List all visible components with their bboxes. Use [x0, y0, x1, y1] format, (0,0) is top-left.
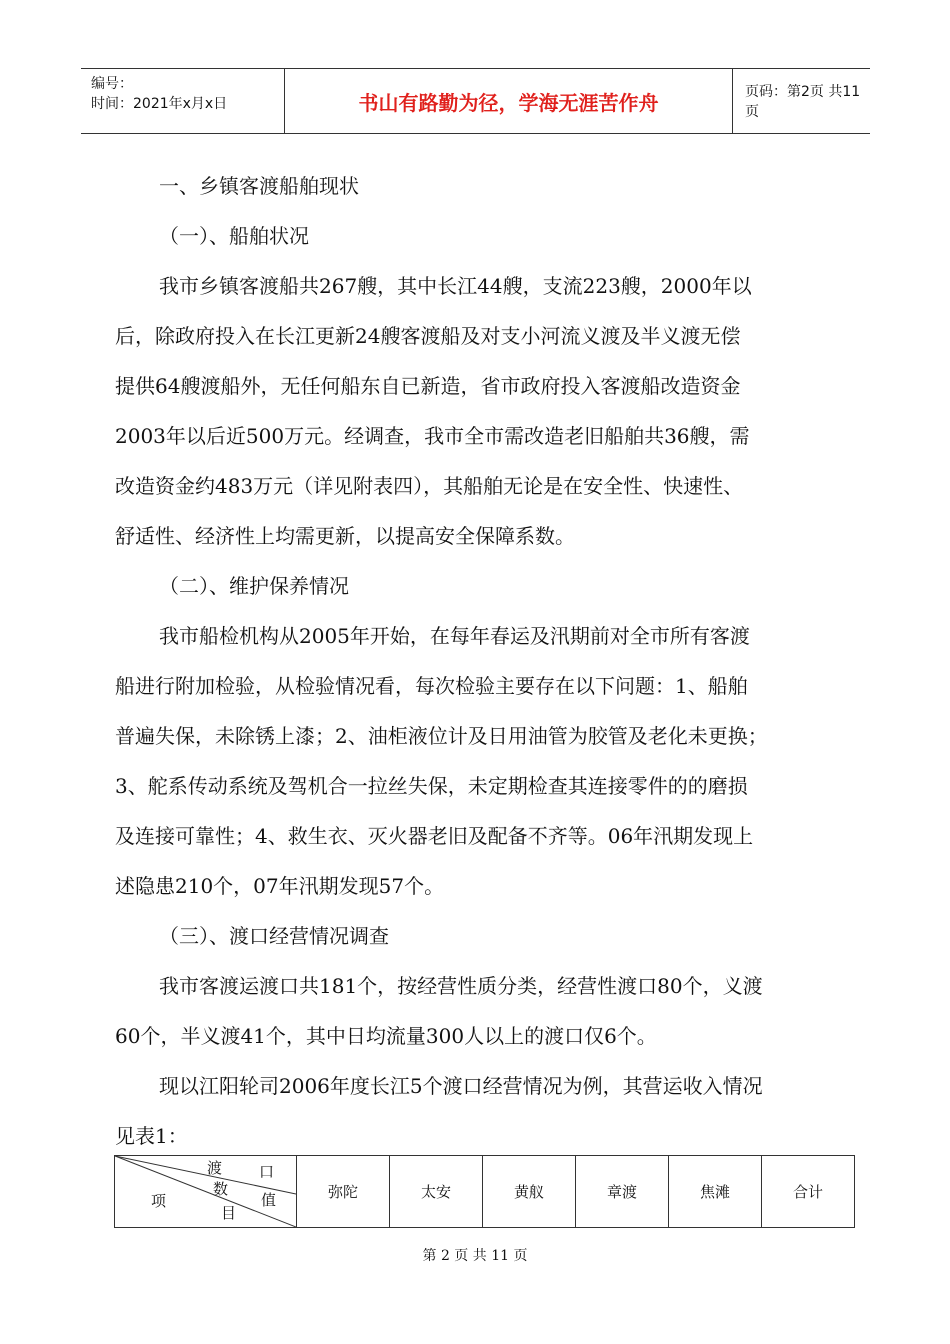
page-footer: 第 2 页 共 11 页: [422, 1248, 528, 1264]
paragraph-line: 舒适性、经济性上均需更新，以提高安全保障系数。: [115, 524, 575, 548]
paragraph-line: 改造资金约483万元（详见附表四），其船舶无论是在安全性、快速性、: [115, 474, 744, 498]
paragraph-line: 我市客渡运渡口共181个，按经营性质分类，经营性渡口80个，义渡: [159, 974, 763, 998]
page-header: [81, 68, 870, 134]
paragraph-line: 3、舵系传动系统及驾机合一拉丝失保，未定期检查其连接零件的的磨损: [115, 774, 748, 798]
paragraph-line: 提供64艘渡船外，无任何船东自已新造，省市政府投入客渡船改造资金: [115, 374, 741, 398]
paragraph-line: 述隐患210个，07年汛期发现57个。: [115, 874, 445, 898]
corner-label: 数: [213, 1180, 229, 1198]
subsection-title-1: （一）、船舶状况: [159, 224, 309, 248]
column-header: 太安: [389, 1156, 482, 1227]
corner-label: 值: [261, 1191, 277, 1209]
header-meta: [81, 69, 285, 133]
time-label: 时间：2021年x月x日: [91, 96, 228, 112]
paragraph-line: 60个，半义渡41个，其中日均流量300人以上的渡口仅6个。: [115, 1024, 657, 1048]
header-page-number: 页码：第2页 共11页: [745, 84, 861, 120]
column-header: 合计: [761, 1156, 854, 1227]
code-label: 编号：: [91, 76, 133, 92]
paragraph-line: 船进行附加检验，从检验情况看，每次检验主要存在以下问题：1、船舶: [115, 674, 748, 698]
corner-label: 项: [151, 1192, 167, 1210]
revenue-table: [114, 1155, 855, 1228]
column-header: 焦滩: [668, 1156, 761, 1227]
paragraph-line: 见表1：: [115, 1124, 188, 1148]
header-motto: 书山有路勤为径，学海无涯苦作舟: [285, 69, 733, 133]
paragraph-line: 我市船检机构从2005年开始，在每年春运及汛期前对全市所有客渡: [159, 624, 750, 648]
paragraph-line: 及连接可靠性；4、救生衣、灭火器老旧及配备不齐等。06年汛期发现上: [115, 824, 754, 848]
column-header: 章渡: [575, 1156, 668, 1227]
table-corner-header: [115, 1156, 296, 1227]
column-header: 黄舣: [482, 1156, 575, 1227]
subsection-title-2: （二）、维护保养情况: [159, 574, 349, 598]
paragraph-line: 后，除政府投入在长江更新24艘客渡船及对支小河流义渡及半义渡无偿: [115, 324, 741, 348]
corner-label: 目: [221, 1204, 237, 1222]
paragraph-line: 普遍失保，未除锈上漆；2、油柜液位计及日用油管为胶管及老化未更换；: [115, 724, 768, 748]
paragraph-line: 现以江阳轮司2006年度长江5个渡口经营情况为例，其营运收入情况: [159, 1074, 763, 1098]
section-title: 一、乡镇客渡船舶现状: [159, 174, 359, 198]
subsection-title-3: （三）、渡口经营情况调查: [159, 924, 389, 948]
corner-label: 渡: [207, 1159, 223, 1177]
column-header: 弥陀: [296, 1156, 389, 1227]
paragraph-line: 2003年以后近500万元。经调查，我市全市需改造老旧船舶共36艘，需: [115, 424, 750, 448]
corner-label: 口: [259, 1163, 275, 1181]
paragraph-line: 我市乡镇客渡船共267艘，其中长江44艘，支流223艘，2000年以: [159, 274, 752, 298]
